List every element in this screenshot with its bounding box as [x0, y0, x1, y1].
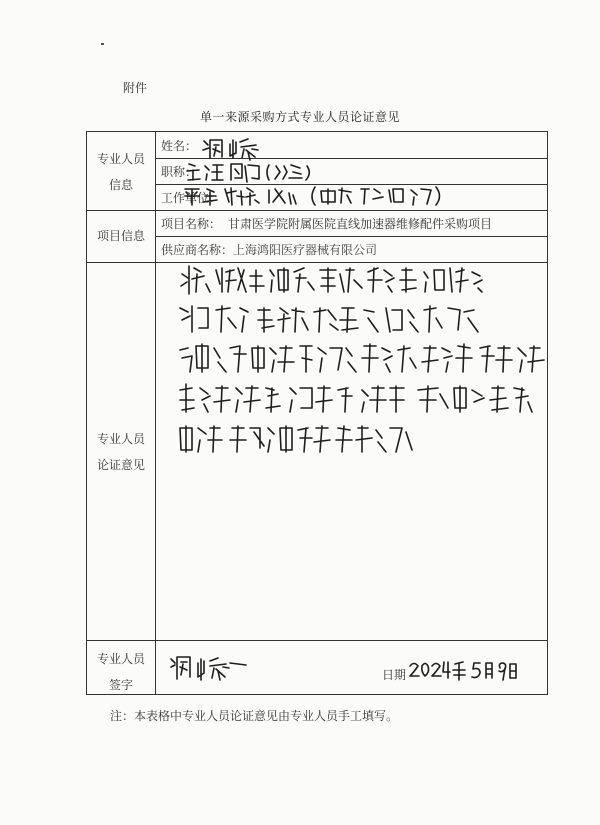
opinion-section-label: 专业人员 论证意见: [96, 432, 145, 472]
row-divider: [155, 236, 547, 237]
handwritten-opinion: [178, 262, 558, 458]
date-label: 日期: [382, 668, 407, 682]
project-info-section-label: 项目信息: [96, 229, 145, 243]
name-label: 姓名：: [161, 139, 198, 153]
handwritten-date: [408, 658, 520, 684]
handwritten-employer: [181, 183, 451, 209]
section-divider: [87, 210, 547, 211]
expert-info-section-label: 专业人员 信息: [96, 152, 145, 192]
signature-section-label: 专业人员 签字: [96, 652, 145, 692]
job-title-label: 职称：: [161, 165, 198, 179]
handwritten-signature: [168, 653, 250, 685]
handwritten-name: [200, 136, 270, 162]
supplier-label: 供应商名称：: [161, 243, 234, 257]
employer-label: 工作单位：: [161, 191, 222, 205]
project-name-label: 项目名称：: [161, 217, 222, 231]
handwritten-job-title: [185, 160, 400, 184]
column-divider: [155, 132, 156, 694]
scan-speck: [101, 43, 104, 45]
footnote: 注：本表格中专业人员论证意见由专业人员手工填写。: [110, 709, 399, 723]
supplier-name: 上海鸿阳医疗器械有限公司: [233, 243, 378, 257]
section-divider: [87, 640, 547, 641]
form-title: 单一来源采购方式专业人员论证意见: [199, 110, 400, 124]
project-name: 甘肃医学院附属医院直线加速器维修配件采购项目: [228, 217, 493, 231]
attachment-label: 附件: [123, 81, 148, 95]
